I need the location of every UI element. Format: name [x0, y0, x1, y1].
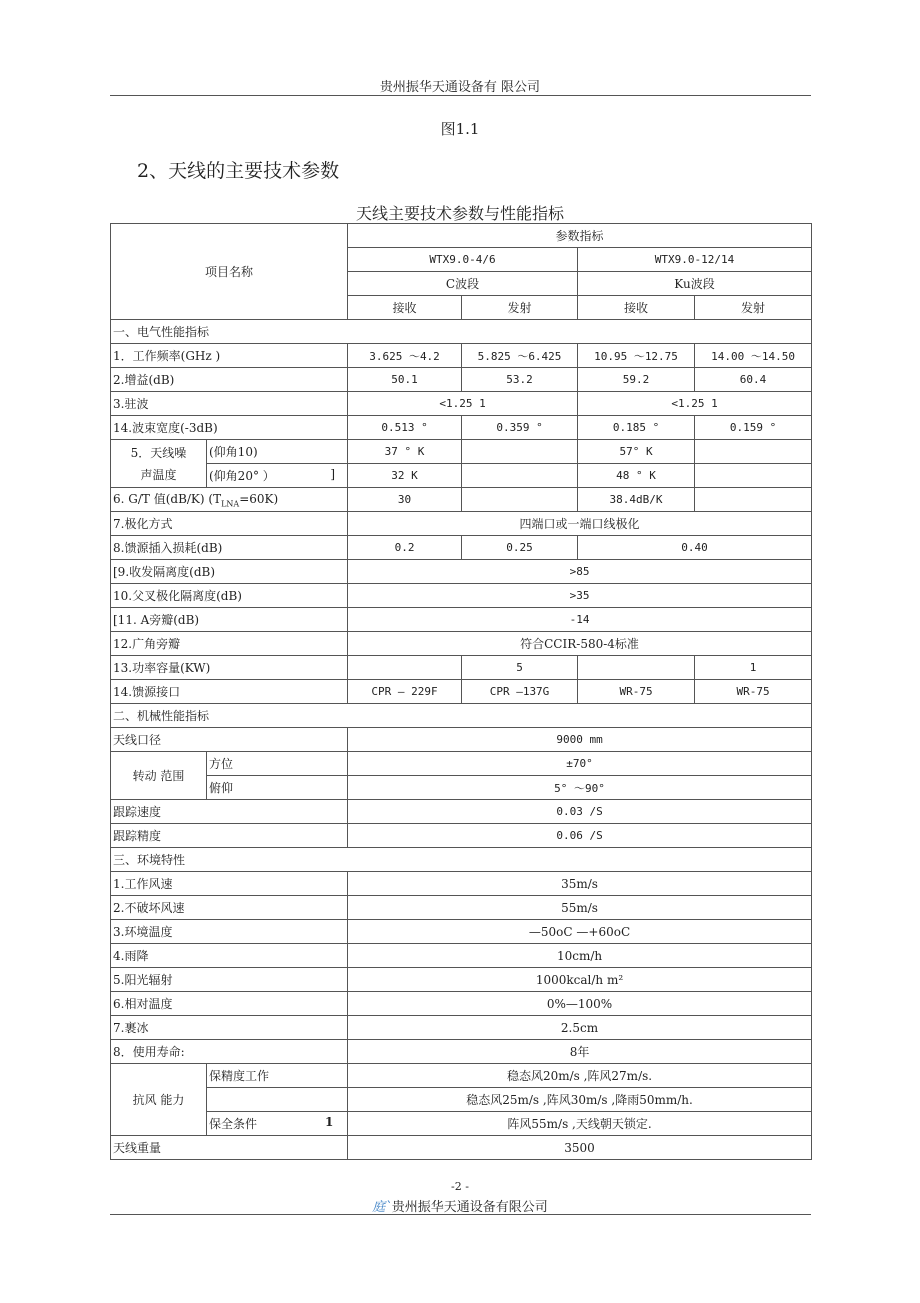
- table-row: [111, 1088, 812, 1112]
- row-label: 8.馈源插入损耗(dB): [111, 536, 348, 560]
- cell-value: 0.40: [578, 536, 812, 560]
- header-rx: 接收: [578, 296, 695, 320]
- table-row: [111, 800, 812, 824]
- row-label: 3.环境温度: [111, 920, 348, 944]
- cell-empty: [207, 1088, 348, 1112]
- cell-value: 3500: [348, 1136, 812, 1160]
- table-row: [111, 224, 812, 248]
- table-row: [111, 608, 812, 632]
- table-row: [111, 368, 812, 392]
- table-row: [111, 1016, 812, 1040]
- row-label: [9.收发隔离度(dB): [111, 560, 348, 584]
- cell-value: 0.06 /S: [348, 824, 812, 848]
- table-row: [111, 728, 812, 752]
- cell-value: 5° ～90°: [348, 776, 812, 800]
- cell-value: >35: [348, 584, 812, 608]
- table-row: [111, 824, 812, 848]
- footer-prefix: 庭`: [372, 1200, 392, 1215]
- table-row: [111, 464, 812, 488]
- sub-label: 俯仰: [207, 776, 348, 800]
- table-row: [111, 920, 812, 944]
- cell-value: 38.4dB/K: [578, 488, 695, 512]
- sub-label: 保精度工作: [207, 1064, 348, 1088]
- cell-value: ±70°: [348, 752, 812, 776]
- section-electrical: 一、电气性能指标: [111, 320, 812, 344]
- cell-empty: [695, 440, 812, 464]
- footer-text: 贵州振华天通设备有限公司: [391, 1200, 548, 1215]
- section-row: [111, 704, 812, 728]
- header-band-c: C波段: [348, 272, 578, 296]
- table-row: [111, 344, 812, 368]
- header-item-name: 项目名称: [111, 224, 348, 320]
- section-environment: 三、环境特性: [111, 848, 812, 872]
- cell-empty: [462, 488, 578, 512]
- figure-caption: 图1.1: [440, 120, 480, 138]
- cell-value: 0.513 °: [348, 416, 462, 440]
- table-row: [111, 392, 812, 416]
- row-label: 7.极化方式: [111, 512, 348, 536]
- cell-value: 0.2: [348, 536, 462, 560]
- cell-value: 0.185 °: [578, 416, 695, 440]
- table-caption: 天线主要技术参数与性能指标: [355, 204, 564, 223]
- table-row: [111, 752, 812, 776]
- cell-value: 四端口或一端口线极化: [348, 512, 812, 536]
- header-band-ku: Ku波段: [578, 272, 812, 296]
- table-row: [111, 944, 812, 968]
- cell-value: 59.2: [578, 368, 695, 392]
- table-row: [111, 968, 812, 992]
- cell-value: WR-75: [695, 680, 812, 704]
- row-label: 1.工作风速: [111, 872, 348, 896]
- row-label: 2.不破坏风速: [111, 896, 348, 920]
- cell-value: 稳态风25m/s ,阵风30m/s ,降雨50mm/h.: [348, 1088, 812, 1112]
- cell-value: 37 ° K: [348, 440, 462, 464]
- row-label: 8．使用寿命:: [111, 1040, 348, 1064]
- cell-value: 8年: [348, 1040, 812, 1064]
- table-row: [111, 632, 812, 656]
- header-model-c: WTX9.0-4/6: [348, 248, 578, 272]
- table-row: [111, 584, 812, 608]
- cell-value: 0%—100%: [348, 992, 812, 1016]
- row-label: 10.父叉极化隔离度(dB): [111, 584, 348, 608]
- table-row: [111, 896, 812, 920]
- row-label-noise: [111, 440, 207, 488]
- row-label: 跟踪精度: [111, 824, 348, 848]
- table-row: [111, 416, 812, 440]
- cell-value: -14: [348, 608, 812, 632]
- bracket-mark: ]: [330, 467, 336, 481]
- table-row: [111, 1064, 812, 1088]
- row-label: 12.广角旁瓣: [111, 632, 348, 656]
- row-label: 4.雨降: [111, 944, 348, 968]
- cell-value: 35m/s: [348, 872, 812, 896]
- table-row: [111, 440, 812, 464]
- row-label: 1．工作频率(GHz ): [111, 344, 348, 368]
- cell-value: 符合CCIR-580-4标准: [348, 632, 812, 656]
- cell-value: >85: [348, 560, 812, 584]
- cell-value: 0.359 °: [462, 416, 578, 440]
- row-label: 6.相对温度: [111, 992, 348, 1016]
- cell-value: CPR —137G: [462, 680, 578, 704]
- table-row: [111, 1136, 812, 1160]
- cell-value: 60.4: [695, 368, 812, 392]
- cell-value: 14.00 ～14.50: [695, 344, 812, 368]
- cell-value: 30: [348, 488, 462, 512]
- page-number: -2 -: [451, 1180, 469, 1193]
- row-label: 3.驻波: [111, 392, 348, 416]
- section-mechanical: 二、机械性能指标: [111, 704, 812, 728]
- row-label: 14.波束宽度(-3dB): [111, 416, 348, 440]
- table-row: [111, 1112, 812, 1136]
- row-label: 转动 范围: [111, 752, 207, 800]
- cell-value: 0.159 °: [695, 416, 812, 440]
- table-row: [111, 488, 812, 512]
- sub-label: 方位: [207, 752, 348, 776]
- row-label: 5.阳光辐射: [111, 968, 348, 992]
- row-label: 跟踪速度: [111, 800, 348, 824]
- row-label: 2.增益(dB): [111, 368, 348, 392]
- cell-value: 3.625 ～4.2: [348, 344, 462, 368]
- row-label: 14.馈源接口: [111, 680, 348, 704]
- cell-value: 5: [462, 656, 578, 680]
- cell-empty: [462, 440, 578, 464]
- cell-value: <1.25 1: [348, 392, 578, 416]
- cell-value: 阵风55m/s ,天线朝天锁定.: [348, 1112, 812, 1136]
- table-row: [111, 680, 812, 704]
- section-title: 2、天线的主要技术参数: [137, 160, 340, 182]
- table-row: [111, 560, 812, 584]
- cell-value: 10.95 ～12.75: [578, 344, 695, 368]
- cell-value: —50oC —+60oC: [348, 920, 812, 944]
- header-param: 参数指标: [348, 224, 812, 248]
- row-label: 天线重量: [111, 1136, 348, 1160]
- cell-value: 9000 mm: [348, 728, 812, 752]
- header-rule: [110, 95, 811, 96]
- cell-empty: [462, 464, 578, 488]
- cell-value: 稳态风20m/s ,阵风27m/s.: [348, 1064, 812, 1088]
- noise-label-line2: 声温度: [140, 467, 177, 482]
- cell-empty: [348, 656, 462, 680]
- cell-value: 0.03 /S: [348, 800, 812, 824]
- cell-empty: [695, 488, 812, 512]
- row-label: [11. A旁瓣(dB): [111, 608, 348, 632]
- cell-empty: [695, 464, 812, 488]
- cell-value: 53.2: [462, 368, 578, 392]
- noise-sub-label: (仰角20° ） ]: [207, 464, 348, 488]
- cell-value: 5.825 ～6.425: [462, 344, 578, 368]
- stray-mark: 1: [325, 1115, 334, 1129]
- cell-value: WR-75: [578, 680, 695, 704]
- sub-label: 保全条件: [207, 1112, 348, 1136]
- cell-value: 50.1: [348, 368, 462, 392]
- table-row: [111, 872, 812, 896]
- noise-sub-label: (仰角10): [207, 440, 348, 464]
- table-row: [111, 512, 812, 536]
- table-row: [111, 656, 812, 680]
- spec-table: [110, 223, 812, 1160]
- section-row: [111, 320, 812, 344]
- header-model-ku: WTX9.0-12/14: [578, 248, 812, 272]
- page-footer: [0, 1196, 920, 1215]
- header-tx: 发射: [462, 296, 578, 320]
- cell-value: 57° K: [578, 440, 695, 464]
- footer-rule: [110, 1214, 811, 1215]
- cell-value: 2.5cm: [348, 1016, 812, 1040]
- section-row: [111, 848, 812, 872]
- row-label: 天线口径: [111, 728, 348, 752]
- row-label: 7.裹冰: [111, 1016, 348, 1040]
- cell-value: 1000kcal/h m²: [348, 968, 812, 992]
- cell-value: 0.25: [462, 536, 578, 560]
- table-row: [111, 776, 812, 800]
- row-label: 抗风 能力: [111, 1064, 207, 1136]
- header-tx: 发射: [695, 296, 812, 320]
- table-row: [111, 536, 812, 560]
- table-row: [111, 992, 812, 1016]
- table-row: [111, 1040, 812, 1064]
- row-label-gt: 6. G/T 值(dB/K) $(T_{LNA}=60K)$: [111, 488, 348, 512]
- row-label: 13.功率容量(KW): [111, 656, 348, 680]
- cell-value: 1: [695, 656, 812, 680]
- cell-value: CPR — 229F: [348, 680, 462, 704]
- page-header: 贵州振华天通设备有 限公司: [379, 80, 541, 95]
- header-rx: 接收: [348, 296, 462, 320]
- cell-value: 10cm/h: [348, 944, 812, 968]
- cell-empty: [578, 656, 695, 680]
- cell-value: 55m/s: [348, 896, 812, 920]
- cell-value: <1.25 1: [578, 392, 812, 416]
- cell-value: 32 K: [348, 464, 462, 488]
- cell-value: 48 ° K: [578, 464, 695, 488]
- noise-label-line1: 5．天线噪: [130, 445, 187, 460]
